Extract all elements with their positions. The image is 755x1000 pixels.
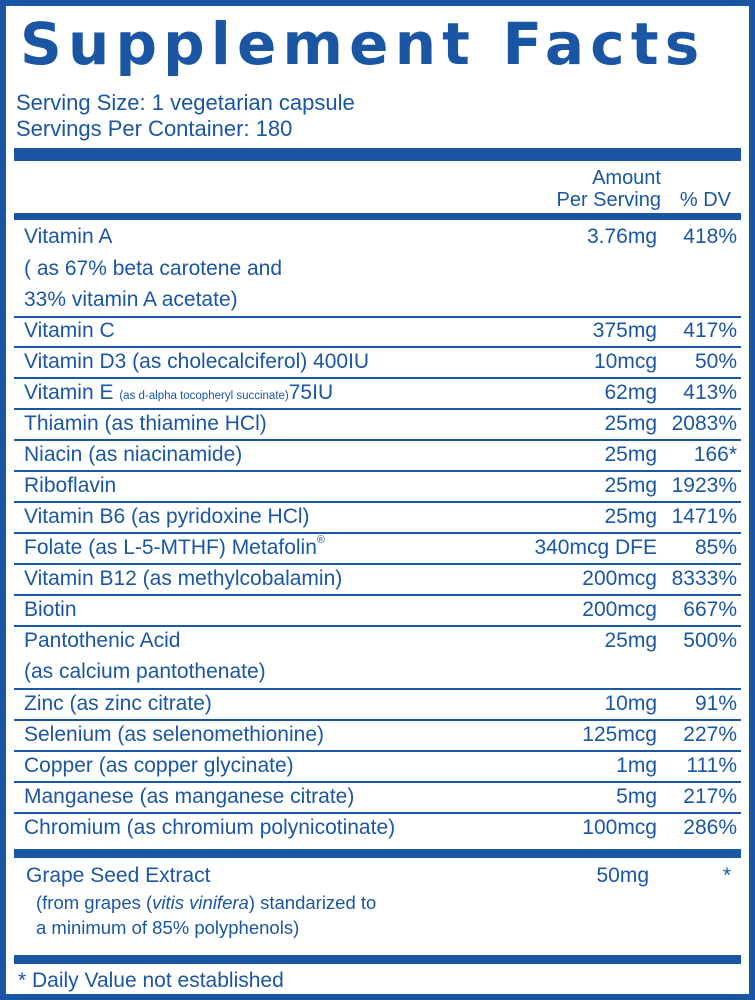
nutrient-row-vitamin-a — [16, 222, 737, 252]
nutrient-name: Vitamin B6 (as pyridoxine HCl) — [24, 505, 310, 528]
bottom-thick-divider — [14, 955, 741, 964]
nutrient-dv: 1471% — [671, 505, 737, 528]
nutrient-row-vitamin-b12 — [16, 564, 737, 594]
nutrient-name: Manganese (as manganese citrate) — [24, 785, 355, 808]
nutrient-dv: 500% — [683, 629, 737, 652]
nutrient-dv: 1923% — [671, 474, 737, 497]
nutrient-dv: 111% — [686, 754, 737, 777]
nutrient-row-riboflavin — [16, 471, 737, 501]
servings-per-container: Servings Per Container: 180 — [16, 116, 293, 141]
nutrient-name: Zinc (as zinc citrate) — [24, 692, 212, 715]
nutrient-row-chromium — [16, 813, 737, 843]
nutrient-dv: 85% — [694, 536, 737, 559]
grape-seed-detail-2: a minimum of 85% polyphenols) — [36, 917, 300, 938]
nutrient-dv: 286% — [683, 816, 737, 839]
nutrient-name: Copper (as copper glycinate) — [24, 754, 294, 777]
nutrient-dv: 227% — [683, 723, 737, 746]
nutrient-name: Thiamin (as thiamine HCl) — [24, 412, 267, 435]
nutrient-name: Biotin — [24, 598, 77, 621]
nutrient-name: Niacin (as niacinamide) — [24, 443, 243, 466]
nutrient-name: Pantothenic Acid — [24, 629, 181, 652]
nutrient-name: Vitamin A — [24, 225, 113, 248]
vitamin-a-detail-1: ( as 67% beta carotene and — [24, 257, 283, 280]
nutrient-row-thiamin — [16, 409, 737, 439]
nutrient-dv: 667% — [683, 598, 737, 621]
nutrient-amount: 62mg — [604, 381, 657, 404]
nutrient-dv: 217% — [683, 785, 737, 808]
nutrient-name: Selenium (as selenomethionine) — [24, 723, 324, 746]
grape-seed-amount: 50mg — [596, 864, 649, 887]
grape-seed-detail-1: (from grapes (vitis vinifera) standarized to — [36, 892, 377, 913]
nutrient-amount: 25mg — [604, 505, 657, 528]
nutrient-dv: 166* — [693, 443, 737, 466]
nutrient-name: Vitamin B12 (as methylcobalamin) — [24, 567, 343, 590]
nutrient-name: Vitamin E (as d-alpha tocopheryl succinate)75IU — [24, 381, 334, 404]
vitamin-a-detail-2: 33% vitamin A acetate) — [24, 288, 238, 311]
serving-size: Serving Size: 1 vegetarian capsule — [16, 90, 355, 115]
nutrient-name: Riboflavin — [24, 474, 117, 497]
nutrient-amount: 375mg — [592, 319, 657, 342]
nutrient-row-biotin — [16, 595, 737, 625]
nutrient-amount: 100mcg — [582, 816, 657, 839]
nutrient-row-selenium — [16, 720, 737, 750]
nutrient-amount: 25mg — [604, 474, 657, 497]
nutrient-row-folate — [16, 533, 737, 563]
nutrient-amount: 25mg — [604, 412, 657, 435]
nutrient-dv: 2083% — [671, 412, 737, 435]
middle-thick-divider — [14, 849, 741, 858]
nutrient-name: Folate (as L-5-MTHF) Metafolin® — [24, 534, 326, 559]
nutrient-amount: 25mg — [604, 443, 657, 466]
nutrient-row-vitamin-c — [16, 316, 737, 346]
nutrient-dv: 417% — [683, 319, 737, 342]
nutrient-dv: 8333% — [671, 567, 737, 590]
nutrient-amount: 1mg — [616, 754, 657, 777]
amount-header: Amount Per Serving — [556, 167, 661, 211]
nutrient-row-vitamin-d3 — [16, 347, 737, 377]
nutrient-amount: 3.76mg — [586, 225, 657, 248]
nutrient-amount: 10mcg — [593, 350, 657, 373]
nutrient-row-niacin — [16, 440, 737, 470]
nutrient-amount: 25mg — [604, 629, 657, 652]
nutrient-row-vitamin-e — [16, 378, 737, 408]
panel-title: Supplement Facts — [20, 10, 706, 78]
nutrient-amount: 10mg — [604, 692, 657, 715]
nutrient-amount: 5mg — [616, 785, 657, 808]
nutrient-amount: 340mcg DFE — [534, 536, 657, 559]
footnote: * Daily Value not established — [18, 969, 284, 992]
nutrient-row-copper — [16, 751, 737, 781]
nutrient-row-zinc — [16, 689, 737, 719]
nutrient-amount: 125mcg — [582, 723, 657, 746]
nutrient-dv: 418% — [683, 225, 737, 248]
top-thick-divider — [14, 148, 741, 161]
nutrient-name: Chromium (as chromium polynicotinate) — [24, 816, 396, 839]
header-divider — [14, 213, 741, 220]
nutrient-amount: 200mcg — [582, 567, 657, 590]
nutrient-row-manganese — [16, 782, 737, 812]
nutrient-name: Vitamin D3 (as cholecalciferol) 400IU — [24, 350, 370, 373]
nutrient-row-vitamin-b6 — [16, 502, 737, 532]
nutrient-name: Vitamin C — [24, 319, 115, 342]
grape-seed-name: Grape Seed Extract — [26, 864, 211, 887]
pantothenic-detail: (as calcium pantothenate) — [24, 660, 266, 683]
nutrient-dv: 413% — [683, 381, 737, 404]
nutrient-row-pantothenic-acid — [16, 626, 737, 656]
nutrient-dv: 50% — [694, 350, 737, 373]
grape-seed-dv: * — [722, 864, 731, 887]
nutrient-dv: 91% — [694, 692, 737, 715]
nutrient-amount: 200mcg — [582, 598, 657, 621]
dv-header: % DV — [679, 189, 731, 211]
